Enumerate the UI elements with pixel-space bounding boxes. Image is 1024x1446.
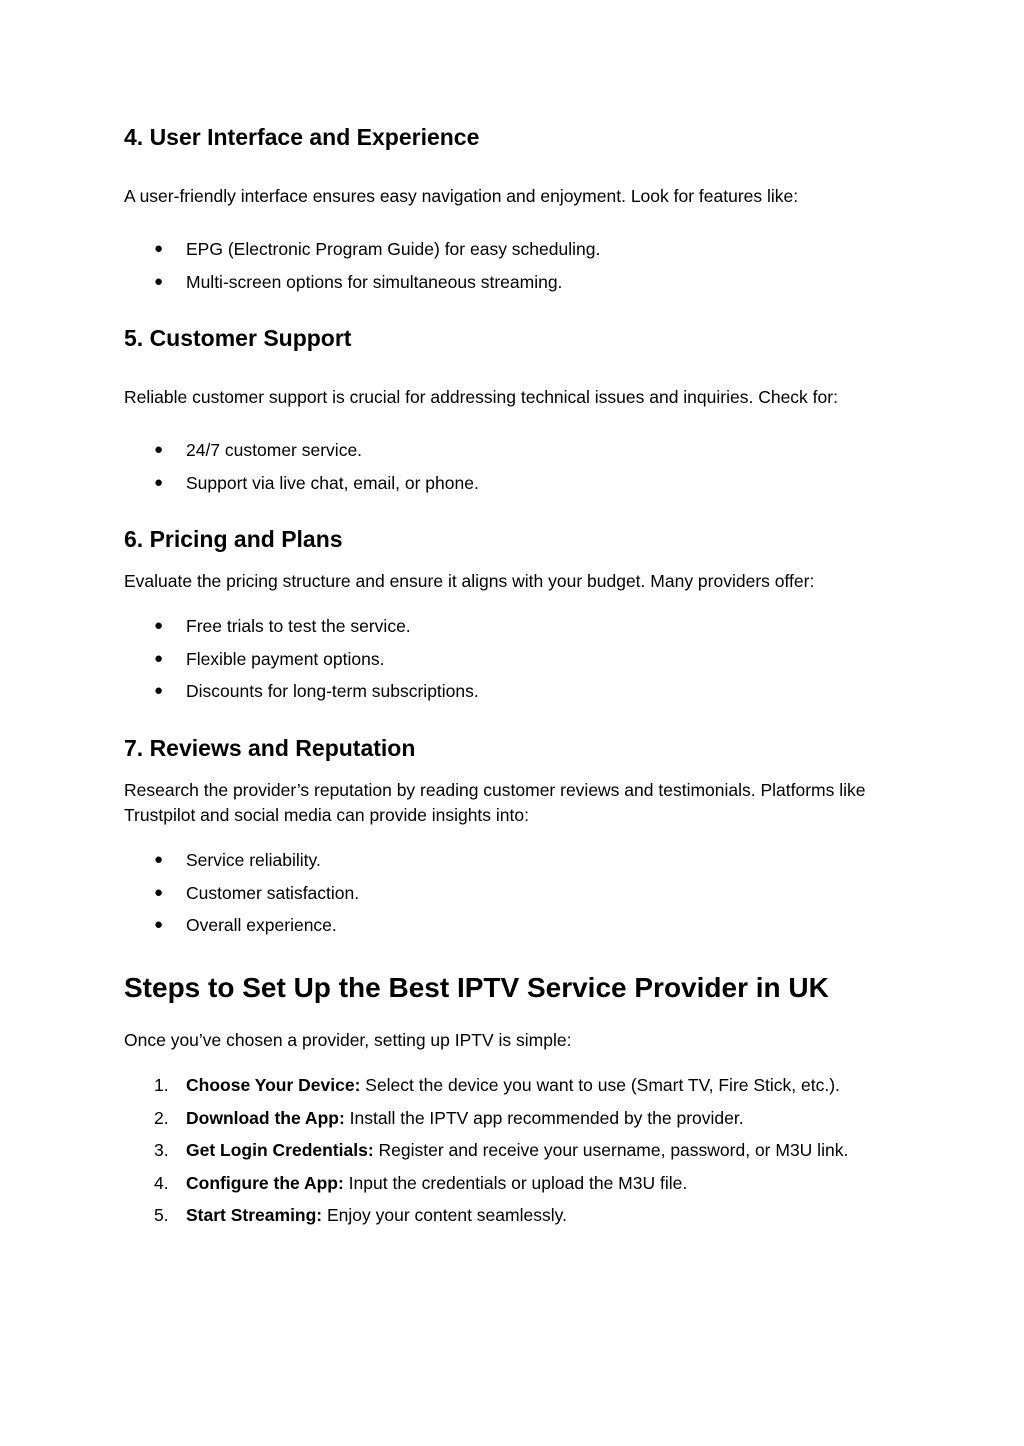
bullet-list-reviews bbox=[124, 844, 904, 942]
step-item bbox=[124, 1069, 904, 1102]
bullet-icon: ● bbox=[154, 682, 164, 700]
step-number: 5. bbox=[154, 1205, 169, 1226]
section-intro-customer-support: Reliable customer support is crucial for addressing technical issues and inquiries. Check for: bbox=[124, 387, 838, 407]
list-item bbox=[124, 610, 904, 643]
step-text: Register and receive your username, password, or M3U link. bbox=[373, 1140, 849, 1161]
section-intro-user-interface: A user-friendly interface ensures easy navigation and enjoyment. Look for features like: bbox=[124, 186, 799, 206]
step-label: Configure the App: bbox=[186, 1172, 344, 1193]
list-item bbox=[124, 675, 904, 708]
bullet-icon: ● bbox=[154, 272, 164, 290]
list-item bbox=[124, 844, 904, 877]
step-item bbox=[124, 1102, 904, 1135]
step-number: 1. bbox=[154, 1075, 169, 1095]
step-text: Select the device you want to use (Smart TV, Fire Stick, etc.). bbox=[360, 1075, 840, 1095]
step-text: Input the credentials or upload the M3U file. bbox=[343, 1172, 688, 1193]
list-item bbox=[124, 434, 904, 467]
list-item-text: Service reliability. bbox=[186, 850, 321, 870]
list-item bbox=[124, 266, 904, 299]
step-number: 4. bbox=[154, 1172, 169, 1193]
step-text: Install the IPTV app recommended by the provider. bbox=[344, 1107, 744, 1128]
steps-list bbox=[124, 1069, 904, 1232]
list-item bbox=[124, 643, 904, 676]
bullet-icon: ● bbox=[154, 851, 164, 868]
step-number: 2. bbox=[154, 1107, 169, 1128]
bullet-icon: ● bbox=[154, 240, 164, 257]
steps-intro: Once you’ve chosen a provider, setting up IPTV is simple: bbox=[124, 1030, 572, 1050]
step-text: Enjoy your content seamlessly. bbox=[322, 1205, 567, 1226]
bullet-icon: ● bbox=[154, 649, 164, 667]
bullet-list-user-interface bbox=[124, 233, 904, 298]
list-item bbox=[124, 909, 904, 942]
list-item bbox=[124, 467, 904, 500]
section-intro-pricing: Evaluate the pricing structure and ensure it aligns with your budget. Many providers offer: bbox=[124, 571, 815, 591]
steps-heading: Steps to Set Up the Best IPTV Service Provider in UK bbox=[124, 972, 829, 1003]
list-item-text: Overall experience. bbox=[186, 915, 337, 936]
list-item-text: Flexible payment options. bbox=[186, 648, 385, 669]
section-heading-customer-support: 5. Customer Support bbox=[124, 325, 352, 351]
bullet-icon: ● bbox=[154, 473, 164, 491]
bullet-list-customer-support bbox=[124, 434, 904, 499]
step-label: Choose Your Device: bbox=[186, 1075, 361, 1095]
step-label: Download the App: bbox=[186, 1107, 345, 1128]
section-heading-user-interface: 4. User Interface and Experience bbox=[124, 124, 480, 150]
step-item bbox=[124, 1134, 904, 1167]
list-item-text: Free trials to test the service. bbox=[186, 616, 411, 636]
step-label: Start Streaming: bbox=[186, 1205, 323, 1226]
bullet-icon: ● bbox=[154, 883, 164, 901]
list-item bbox=[124, 233, 904, 266]
step-item bbox=[124, 1167, 904, 1200]
bullet-icon: ● bbox=[154, 441, 164, 458]
section-intro-reviews: Research the provider’s reputation by reading customer reviews and testimonials. Platforms like Trustpilot and social media can provide insights into: bbox=[124, 780, 866, 825]
step-item bbox=[124, 1199, 904, 1232]
list-item-text: Multi-screen options for simultaneous streaming. bbox=[186, 271, 563, 292]
bullet-list-pricing bbox=[124, 610, 904, 708]
list-item bbox=[124, 877, 904, 910]
section-heading-reviews: 7. Reviews and Reputation bbox=[124, 735, 416, 761]
section-heading-pricing: 6. Pricing and Plans bbox=[124, 526, 343, 552]
bullet-icon: ● bbox=[154, 916, 164, 934]
list-item-text: EPG (Electronic Program Guide) for easy scheduling. bbox=[186, 239, 601, 259]
list-item-text: Support via live chat, email, or phone. bbox=[186, 472, 479, 493]
list-item-text: 24/7 customer service. bbox=[186, 440, 363, 460]
step-number: 3. bbox=[154, 1140, 169, 1161]
list-item-text: Customer satisfaction. bbox=[186, 882, 360, 903]
bullet-icon: ● bbox=[154, 617, 164, 634]
list-item-text: Discounts for long-term subscriptions. bbox=[186, 681, 479, 702]
step-label: Get Login Credentials: bbox=[186, 1140, 374, 1161]
